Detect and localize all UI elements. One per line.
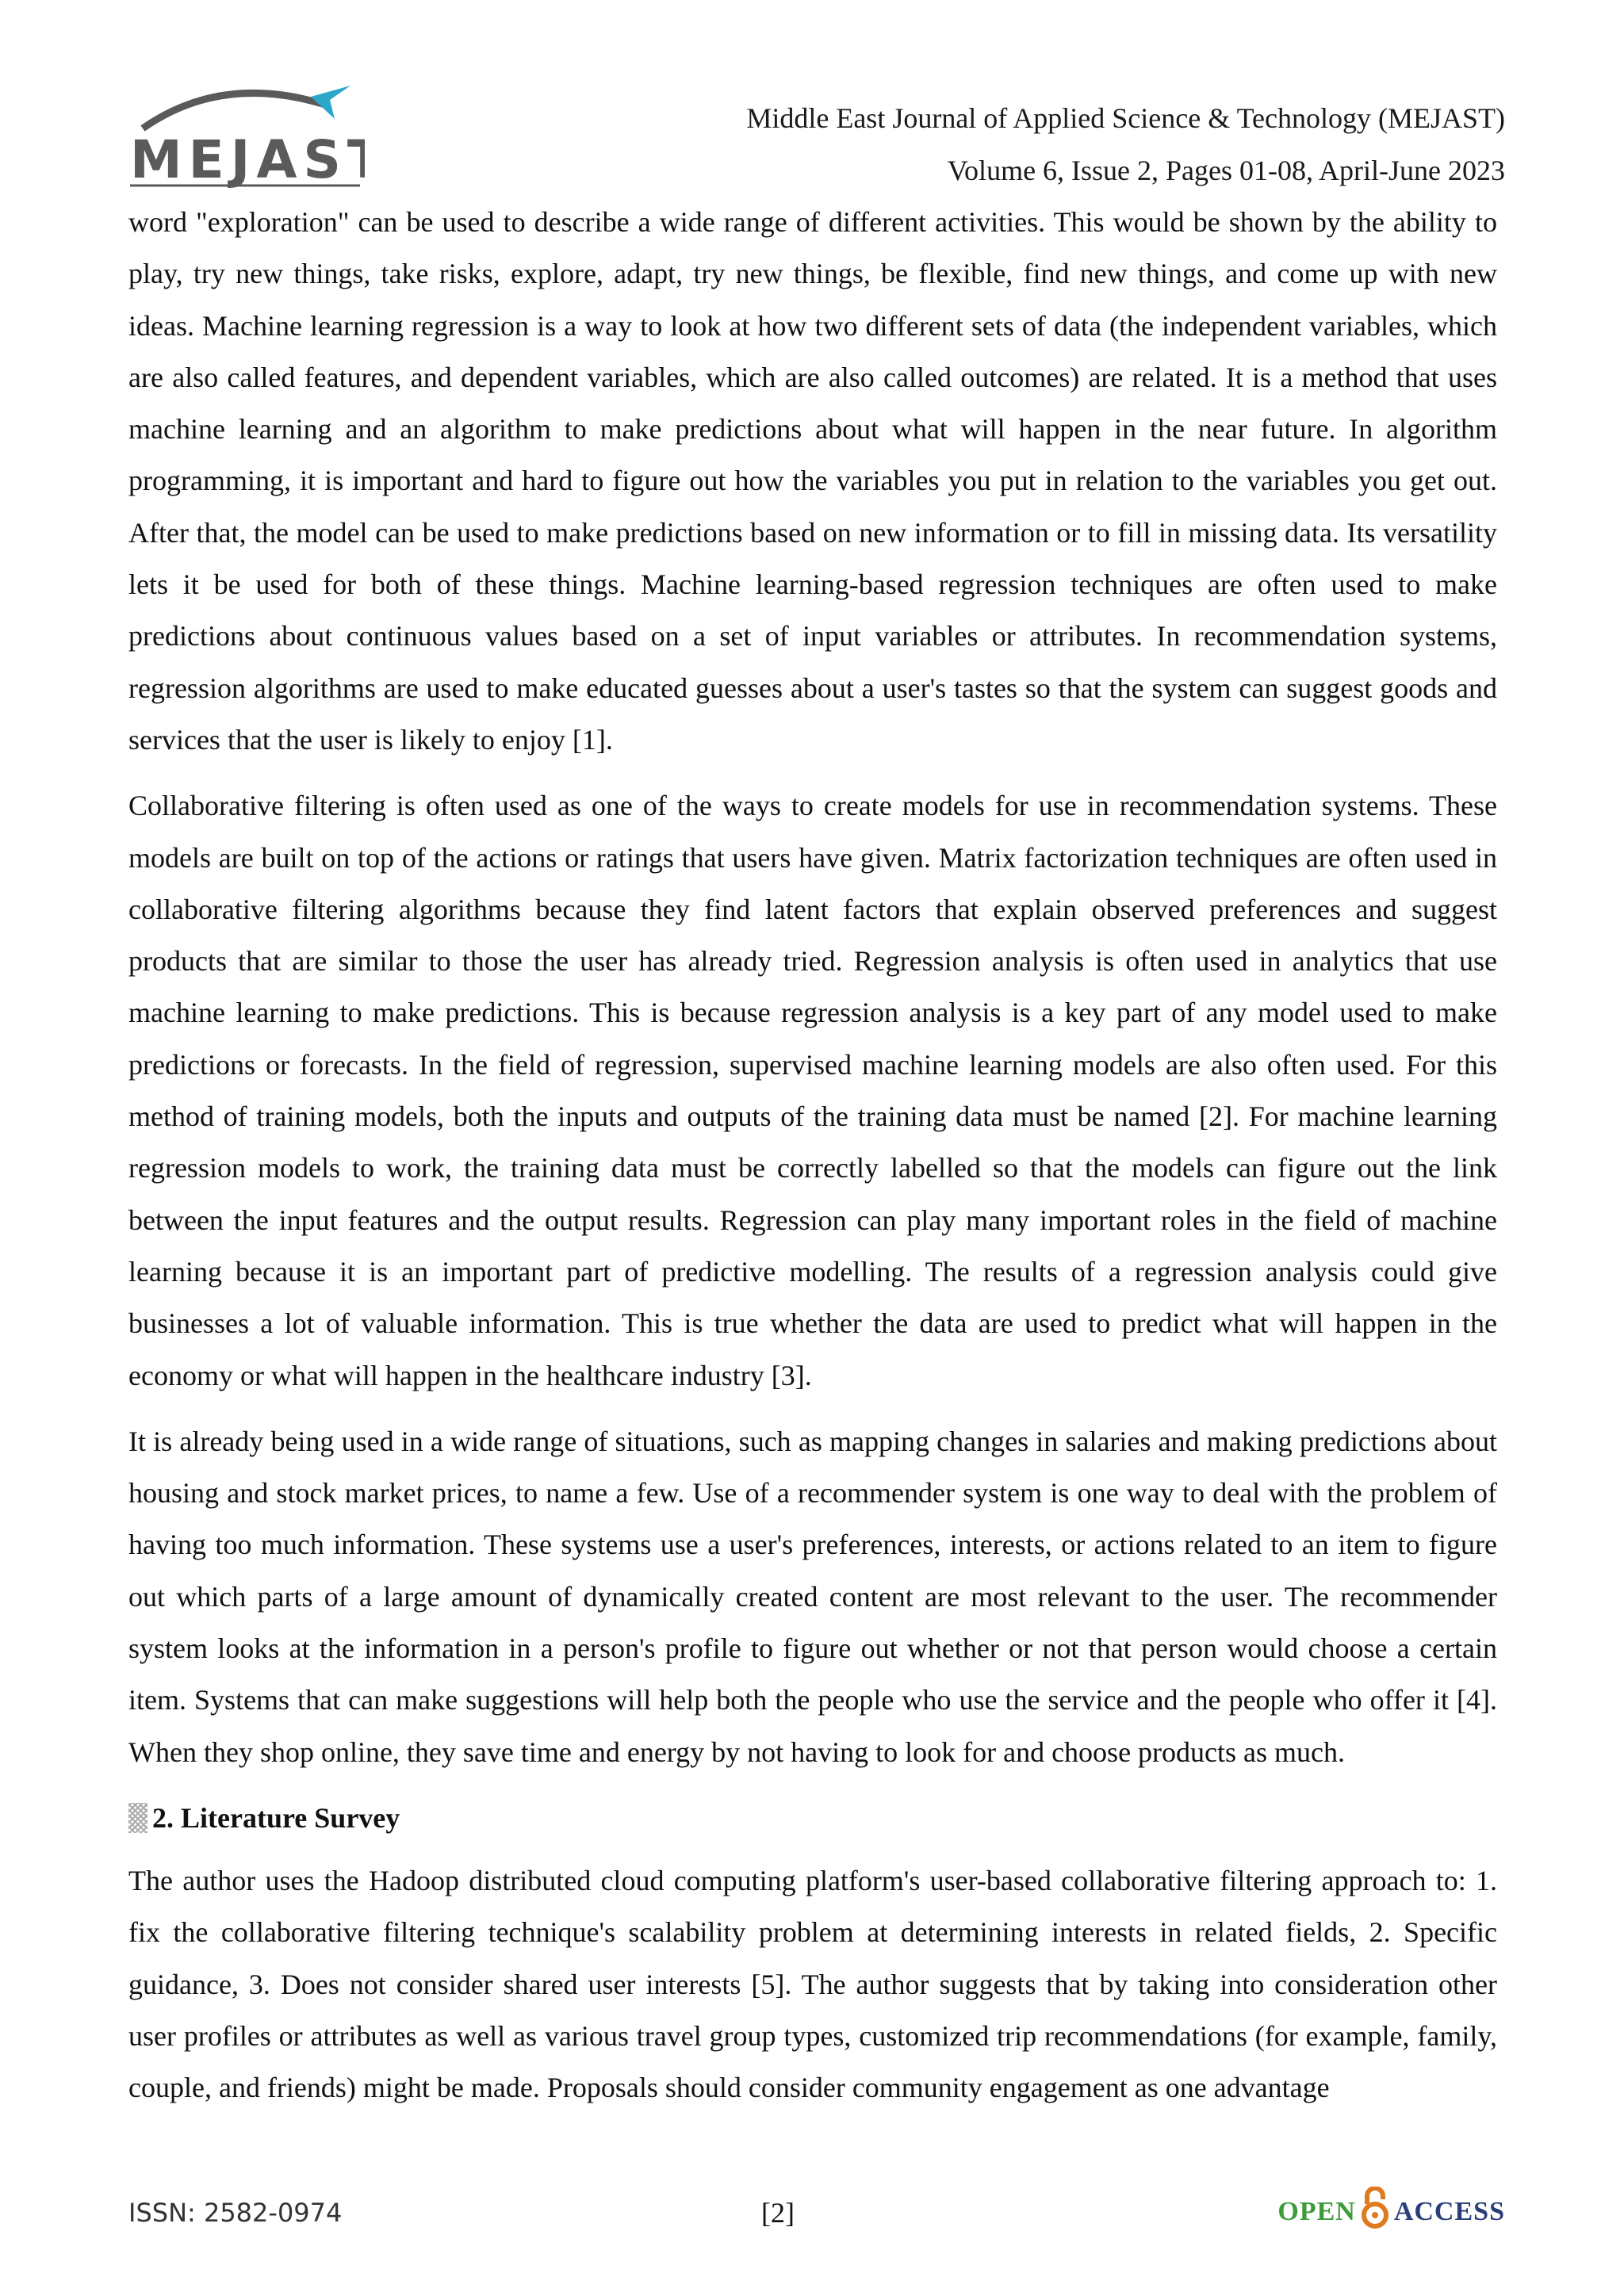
journal-name: Middle East Journal of Applied Science & Technology (MEJAST) — [746, 102, 1505, 134]
paragraph: It is already being used in a wide range of situations, such as mapping changes in salaries and making predictions about housing and stock market prices, to name a few. Use of a recommender system is one way to deal with the problem of having too much information. These systems use a user's preferences, interests, or actions related to an item to figure out which parts of a large amount of dynamically created content are most relevant to the user. The recommender system looks at the information in a person's profile to figure out whether or not that person would choose a certain item. Systems that can make suggestions will help both the people who use the service and the people who offer it [4]. When they shop online, they save time and energy by not having to look for and choose products as much. — [128, 1425, 1497, 1768]
open-lock-icon — [1361, 2187, 1389, 2237]
paragraph: The author uses the Hadoop distributed cloud computing platform's user-based collaborative filtering approach to: 1. fix the collaborative filtering technique's scalability problem at determining interests in related fields, 2. Specific guidance, 3. Does not consider shared user interests [5]. The author suggests that by taking into consideration other user profiles or attributes as well as various travel group types, customized trip recommendations (for example, family, couple, and friends) might be made. Proposals should consider community engagement as one advantage — [128, 1864, 1497, 2104]
section-heading-text: 2. Literature Survey — [152, 1801, 400, 1834]
page-number: [2] — [761, 2197, 795, 2229]
open-access-logo — [1277, 2187, 1505, 2237]
paragraph: word "exploration" can be used to describe a wide range of different activities. This would be shown by the ability to play, try new things, take risks, explore, adapt, try new things, be flexible, find new things, and come up with new ideas. Machine learning regression is a way to look at how two different sets of data (the independent variables, which are also called features, and dependent variables, which are also called outcomes) are related. It is a method that uses machine learning and an algorithm to make predictions about what will happen in the near future. In algorithm programming, it is important and hard to figure out how the variables you put in relation to the variables you get out. After that, the model can be used to make predictions based on new information or to fill in missing data. Its versatility lets it be used for both of these things. Machine learning-based regression techniques are often used to make predictions about continuous values based on a set of input variables or attributes. In recommendation systems, regression algorithms are used to make educated guesses about a user's tastes so that the system can suggest goods and services that the user is likely to enjoy [1]. — [128, 206, 1497, 756]
oa-access-text: ACCESS — [1393, 2196, 1505, 2226]
paragraph: Collaborative filtering is often used as one of the ways to create models for use in recommendation systems. These models are built on top of the actions or ratings that users have given. Matrix factorization techniques are often used in collaborative filtering algorithms because they find latent factors that explain observed preferences and suggest products that are similar to those the user has already tried. Regression analysis is often used in analytics that use machine learning to make predictions. This is because regression analysis is a key part of any model used to make predictions or forecasts. In the field of regression, supervised machine learning models are also often used. For this method of training models, both the inputs and outputs of the training data must be named [2]. For machine learning regression models to work, the training data must be correctly labelled so that the models can figure out the link between the input features and the output results. Regression can play many important roles in the field of machine learning because it is an important part of predictive modelling. The results of a regression analysis could give businesses a lot of valuable information. This is true whether the data are used to predict what will happen in the economy or what will happen in the healthcare industry [3]. — [128, 790, 1497, 1391]
footer-issn: ISSN: 2582-0974 — [128, 2198, 343, 2228]
logo-text: MEJAST — [130, 129, 365, 190]
journal-header — [746, 92, 1505, 197]
section-heading — [128, 1793, 1497, 1844]
section-marker-icon — [128, 1803, 147, 1833]
bird-icon — [311, 86, 350, 119]
article-body — [128, 197, 1497, 2128]
oa-open-text: OPEN — [1277, 2196, 1356, 2226]
journal-logo — [127, 73, 365, 192]
volume-line: Volume 6, Issue 2, Pages 01-08, April-June 2023 — [947, 155, 1505, 186]
